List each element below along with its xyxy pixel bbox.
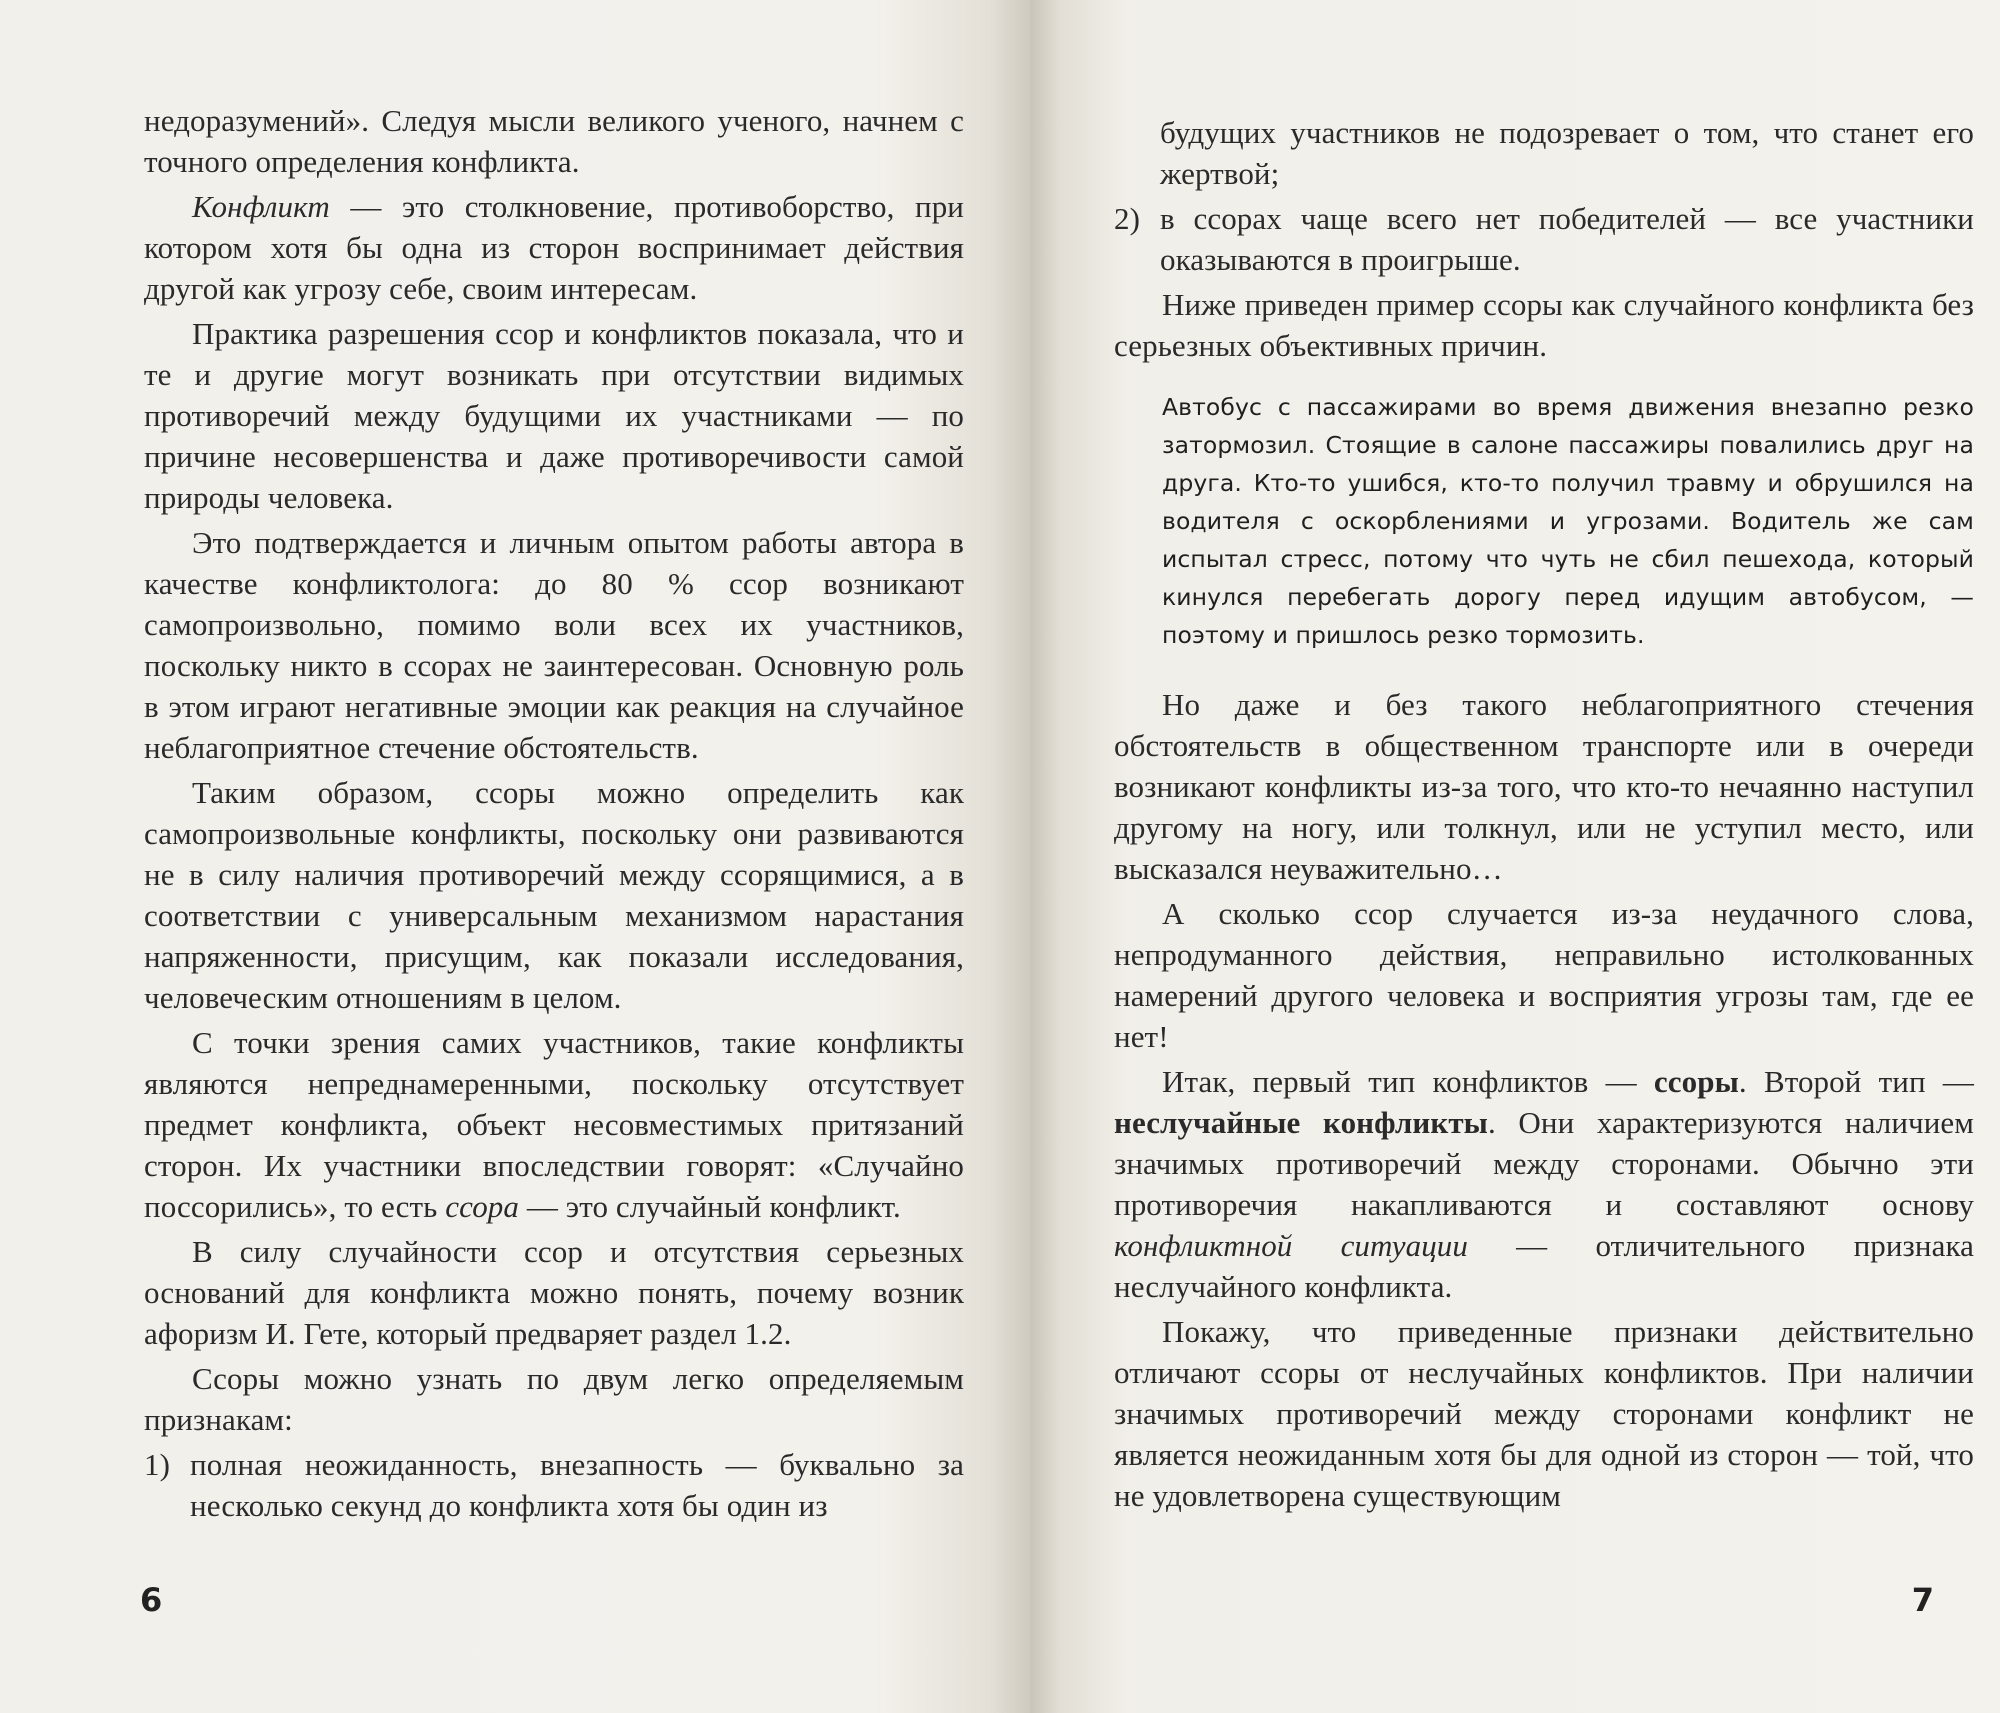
right-page-text xyxy=(1114,112,1974,1520)
paragraph: недоразумений». Следуя мысли великого ученого, начнем с точного определения конфликта. xyxy=(144,103,964,179)
paragraph: Практика разрешения ссор и конфликтов показала, что и те и другие могут возникать при отсутствии видимых противоречий между будущими их участниками — по причине несовершенства и даже противоречивости самой природы человека. xyxy=(144,316,964,515)
left-page-text xyxy=(144,100,964,1530)
list-text: будущих участников не подозревает о том, что станет его жертвой; xyxy=(1160,115,1974,191)
paragraph: А сколько ссор случается из-за неудачного слова, непродуманного действия, неправильно истолкованных намерений другого человека и восприятия угрозы там, где ее нет! xyxy=(1114,896,1974,1054)
paragraph: Таким образом, ссоры можно определить как самопроизвольные конфликты, поскольку они развиваются не в силу наличия противоречий между ссорящимися, а в соответствии с универсальным механизмом нарастания напряженности, присущим, как показали исследования, человеческим отношениям в целом. xyxy=(144,775,964,1015)
example-quote: Автобус с пассажирами во время движения внезапно резко затормозил. Стоящие в салоне пассажиры повалились друг на друга. Кто-то ушибся, кто-то получил травму и обрушился на водителя с оскорблениями и угрозами. Водитель же сам испытал стресс, потому что чуть не сбил пешехода, который кинулся перебегать дорогу перед идущим автобусом, — поэтому и пришлось резко тормозить. xyxy=(1162,393,1974,649)
list-number: 1) xyxy=(144,1447,171,1482)
paragraph-conflict-types: Итак, первый тип конфликтов — ссоры. Второй тип — неслучайные конфликты. Они характеризуются наличием значимых противоречий между сторонами. Обычно эти противоречия накапливаются и составляют основу конфликтной ситуации — отличительного признака неслучайного конфликта. xyxy=(1114,1064,1974,1304)
paragraph: Это подтверждается и личным опытом работы автора в качестве конфликтолога: до 80 % ссор возникают самопроизвольно, помимо воли всех их участников, поскольку никто в ссорах не заинтересован. Основную роль в этом играют негативные эмоции как реакция на случайное неблагоприятное стечение обстоятельств. xyxy=(144,525,964,765)
term-quarrel: ссора xyxy=(445,1189,519,1224)
paragraph-text: — это столкновение, противоборство, при котором хотя бы одна из сторон воспринимает действия другой как угрозу себе, своим интересам. xyxy=(144,189,964,306)
list-item-continuation xyxy=(1114,112,1974,194)
list-text: полная неожиданность, внезапность — буквально за несколько секунд до конфликта хотя бы один из xyxy=(190,1447,964,1523)
paragraph: В силу случайности ссор и отсутствия серьезных оснований для конфликта можно понять, почему возник афоризм И. Гете, который предваряет раздел 1.2. xyxy=(144,1234,964,1351)
paragraph-quarrel-definition xyxy=(144,1022,964,1227)
term-conflict: Конфликт xyxy=(192,189,330,224)
list-text: в ссорах чаще всего нет победителей — все участники оказываются в проигрыше. xyxy=(1160,201,1974,277)
paragraph-conflict-definition xyxy=(144,186,964,309)
right-page xyxy=(1030,0,2000,1713)
term-nonrandom-conflicts-bold: неслучайные конфликты xyxy=(1114,1105,1488,1140)
paragraph-text: — это случайный конфликт. xyxy=(519,1189,901,1224)
paragraph: Но даже и без такого неблагоприятного стечения обстоятельств в общественном транспорте или в очереди возникают конфликты из-за того, что кто-то нечаянно наступил другому на ногу, или толкнул, или не уступил место, или высказался неуважительно… xyxy=(1114,687,1974,886)
term-conflict-situation: конфликтной ситуации xyxy=(1114,1228,1469,1263)
paragraph: Покажу, что приведенные признаки действительно отличают ссоры от неслучайных конфликтов. При наличии значимых противоречий между сторонами конфликт не является неожиданным хотя бы для одной из сторон — той, что не удовлетворена существующим xyxy=(1114,1314,1974,1513)
page-number: 7 xyxy=(1911,1581,1934,1619)
term-quarrels-bold: ссоры xyxy=(1653,1064,1739,1099)
list-number: 2) xyxy=(1114,201,1141,236)
paragraph: Ниже приведен пример ссоры как случайного конфликта без серьезных объективных причин. xyxy=(1114,287,1974,363)
list-item xyxy=(1114,198,1974,280)
page-number: 6 xyxy=(140,1581,163,1619)
paragraph: Ссоры можно узнать по двум легко определяемым признакам: xyxy=(144,1361,964,1437)
paragraph-text: С точки зрения самих участников, такие конфликты являются непреднамеренными, поскольку отсутствует предмет конфликта, объект несовместимых притязаний сторон. Их участники впоследствии говорят: «Случайно поссорились», то есть xyxy=(144,1025,964,1224)
list-item xyxy=(144,1444,964,1526)
